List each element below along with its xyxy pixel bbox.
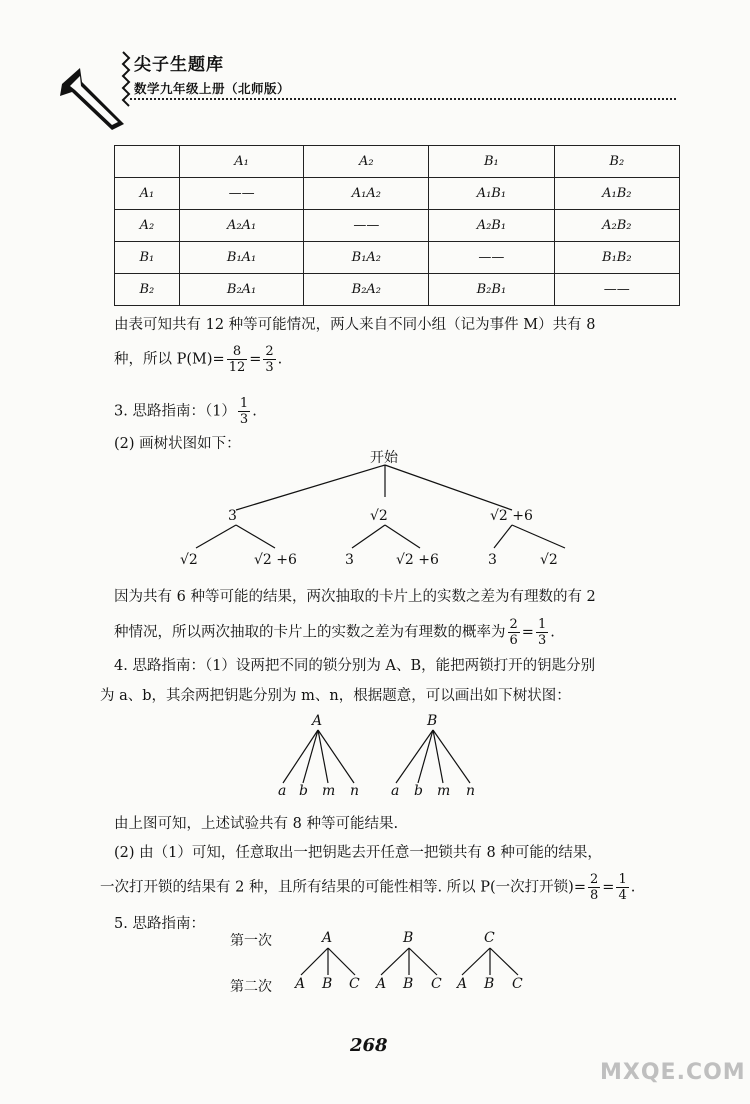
equals-sign: = (521, 624, 534, 641)
tree-leaf-label: 3 (345, 552, 354, 568)
fraction-denominator: 8 (590, 888, 599, 903)
tree-leaf-label: b (299, 783, 308, 799)
table-cell: A₂B₁ (429, 210, 554, 242)
fraction-denominator: 3 (265, 360, 274, 375)
table-cell: B₂B₁ (429, 274, 554, 306)
table-cell: B₂A₁ (179, 274, 304, 306)
table-cell: —— (554, 274, 679, 306)
tree-leaf-label: C (349, 976, 360, 992)
table-header-cell: A₂ (304, 146, 429, 178)
tree-leaf-label: B (322, 976, 333, 992)
para1-text: 种，所以 P(M)= (114, 351, 225, 368)
q4-line5 (100, 872, 635, 903)
tree-leaf-label: n (350, 783, 360, 799)
table-cell: A₂B₂ (554, 210, 679, 242)
tree-root-label: 开始 (370, 450, 398, 466)
fraction-numerator: 2 (509, 617, 518, 632)
q4-line1: 4. 思路指南：（1）设两把不同的锁分别为 A、B，能把两锁打开的钥匙分别 (114, 658, 596, 674)
fraction (616, 872, 628, 903)
outcome-table (114, 145, 680, 306)
tree-node-label: √2 (370, 508, 388, 524)
table-cell: —— (429, 242, 554, 274)
table-cell: A₁ (115, 178, 180, 210)
tree-root-label: B (427, 713, 438, 729)
period: . (630, 879, 636, 896)
fraction-denominator: 6 (509, 633, 518, 648)
q3-conclusion-line2 (114, 617, 555, 648)
tree-leaf-label: A (295, 976, 306, 992)
tree-leaf-label: 3 (488, 552, 497, 568)
period: . (252, 403, 257, 420)
tree-leaf-label: C (431, 976, 442, 992)
table-cell: B₁B₂ (554, 242, 679, 274)
q5-line1: 5. 思路指南： (114, 916, 205, 932)
tree-root-label: B (403, 930, 414, 946)
table-cell: B₂A₂ (304, 274, 429, 306)
fraction (227, 344, 248, 375)
table-cell: B₁A₂ (304, 242, 429, 274)
tree-root-label: C (484, 930, 495, 946)
fraction (588, 872, 600, 903)
tree-leaf-label: b (414, 783, 423, 799)
header-dotted-rule (130, 98, 676, 100)
fraction-numerator: 2 (590, 872, 599, 887)
tree-leaf-label: √2 (180, 552, 198, 568)
table-header-cell (115, 146, 180, 178)
q4-line3: 由上图可知，上述试验共有 8 种等可能结果. (114, 816, 399, 832)
tree-leaf-label: √2 (540, 552, 558, 568)
fraction-numerator: 2 (265, 344, 274, 359)
table-row (115, 274, 680, 306)
table-cell: —— (304, 210, 429, 242)
q4-line2: 为 a、b，其余两把钥匙分别为 m、n，根据题意，可以画出如下树状图： (100, 688, 571, 704)
q5-first-draw-label: 第一次 (230, 933, 272, 949)
tree-leaf-label: n (466, 783, 476, 799)
fraction-numerator: 8 (227, 344, 248, 360)
arrow-icon (60, 68, 124, 130)
table-cell: A₁A₂ (304, 178, 429, 210)
fraction-denominator: 12 (228, 360, 246, 375)
table-cell: B₁A₁ (179, 242, 304, 274)
tree-leaf-label: m (322, 783, 336, 799)
fraction-numerator: 1 (537, 617, 547, 632)
table-header-cell: B₂ (554, 146, 679, 178)
tree-leaf-label: A (376, 976, 387, 992)
fraction-denominator: 3 (239, 412, 249, 427)
table-row (115, 210, 680, 242)
equals-sign: = (249, 351, 262, 368)
tree-leaf-label: m (437, 783, 451, 799)
period: . (550, 624, 555, 641)
tree-node-label: 3 (228, 508, 237, 524)
q3-line1 (114, 396, 257, 427)
tree-leaf-label: B (403, 976, 414, 992)
tree-root-label: A (322, 930, 333, 946)
table-cell: A₁B₁ (429, 178, 554, 210)
table-cell: A₂A₁ (179, 210, 304, 242)
q4-line5-text: 一次打开锁的结果有 2 种，且所有结果的可能性相等. 所以 P(一次打开锁)= (100, 879, 586, 896)
para1-line2 (114, 344, 282, 375)
q4-line4: (2) 由（1）可知，任意取出一把钥匙去开任意一把锁共有 8 种可能的结果， (114, 845, 602, 861)
tree-leaf-label: B (484, 976, 495, 992)
tree-leaf-label: √2 +6 (396, 552, 439, 568)
table-header-cell: A₁ (179, 146, 304, 178)
tree-leaf-label: a (278, 783, 287, 799)
tree-leaf-label: A (457, 976, 468, 992)
tree-leaf-label: √2 +6 (254, 552, 297, 568)
table-header-row (115, 146, 680, 178)
page-number: 268 (350, 1035, 388, 1056)
table-header-cell: B₁ (429, 146, 554, 178)
table-cell: A₂ (115, 210, 180, 242)
table-cell: B₂ (115, 274, 180, 306)
q3-line2: (2) 画树状图如下： (114, 436, 241, 452)
fraction (263, 344, 275, 375)
watermark: MXQE.COM (600, 1060, 746, 1085)
fraction-numerator: 1 (618, 872, 627, 887)
table-cell: —— (179, 178, 304, 210)
fraction-numerator: 1 (239, 396, 249, 411)
tree-leaf-label: a (391, 783, 400, 799)
table-row (115, 178, 680, 210)
tree-root-label: A (312, 713, 323, 729)
table-cell: B₁ (115, 242, 180, 274)
para1-line1: 由表可知共有 12 种等可能情况，两人来自不同小组（记为事件 M）共有 8 (114, 317, 596, 333)
zigzag-divider (123, 52, 129, 106)
fraction (508, 617, 520, 648)
book-subtitle: 数学九年级上册（北师版） (134, 81, 291, 96)
table-row (115, 242, 680, 274)
fraction (536, 617, 548, 648)
equals-sign: = (602, 879, 615, 896)
q3-prefix: 3. 思路指南：（1） (114, 403, 236, 420)
q3-conclusion-line1: 因为共有 6 种等可能的结果，两次抽取的卡片上的实数之差为有理数的有 2 (114, 589, 596, 605)
q3-conclusion-text: 种情况，所以两次抽取的卡片上的实数之差为有理数的概率为 (114, 624, 506, 641)
fraction-denominator: 3 (537, 633, 547, 648)
fraction (238, 396, 250, 427)
tree-node-label: √2 +6 (490, 508, 533, 524)
period: . (277, 351, 283, 368)
q5-second-draw-label: 第二次 (230, 979, 272, 995)
fraction-denominator: 4 (618, 888, 627, 903)
tree-leaf-label: C (512, 976, 523, 992)
book-title: 尖子生题库 (134, 55, 224, 75)
table-cell: A₁B₂ (554, 178, 679, 210)
